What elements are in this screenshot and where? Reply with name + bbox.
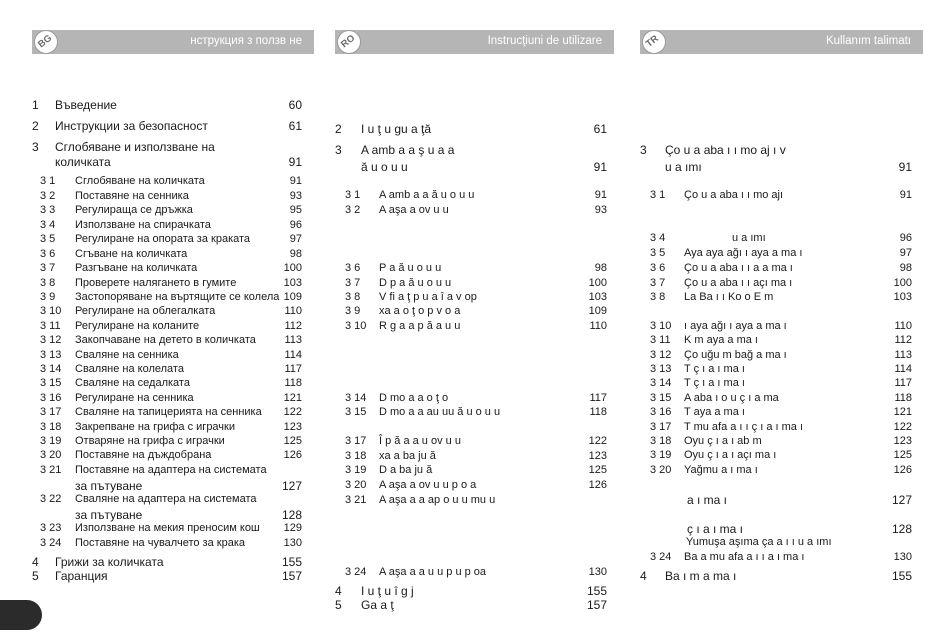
toc-entry-title: Сваляне на седалката	[75, 377, 190, 389]
toc-entry-title: T ç ı a ı ma ı	[684, 377, 745, 389]
language-badge-ro: RO	[337, 30, 361, 54]
toc-entry-page: 128	[281, 508, 302, 522]
toc-entry-number: 3 18	[40, 421, 62, 433]
toc-entry-number: 3 15	[345, 406, 367, 418]
toc-entry-number: 3 21	[40, 464, 62, 476]
page-corner-tab	[0, 600, 42, 630]
toc-entry-number: 3 15	[650, 392, 672, 404]
toc-entry-title: Oyu ç ı a ı ab m	[684, 435, 762, 447]
toc-entry-number: 3 20	[40, 449, 62, 461]
toc-entry-title: A amb a a ă u o u u	[379, 189, 475, 201]
toc-entry-page: 155	[891, 569, 912, 583]
toc-entry-title: D a ba ju ă	[379, 464, 433, 476]
toc-entry-page: 98	[899, 262, 912, 274]
toc-entry-number: 3 13	[40, 349, 62, 361]
toc-entry-page: 130	[588, 566, 607, 578]
toc-entry-number: 3 1	[345, 189, 361, 201]
toc-entry-number: 3 24	[650, 551, 672, 563]
language-badge-tr: TR	[642, 30, 666, 54]
toc-entry-title: D p a ă u o u u	[379, 277, 452, 289]
toc-entry-number: 3 14	[650, 377, 672, 389]
toc-entry-number: 3 6	[40, 248, 56, 260]
toc-entry-title: Поставяне на чувалчето за крака	[75, 537, 245, 549]
toc-entry-number: 3 10	[40, 305, 62, 317]
toc-entry-title: Ço u a aba ı ı mo ajı	[684, 189, 784, 201]
toc-entry-page: 123	[283, 421, 302, 433]
toc-entry-title: A aşa a ov u u p o a	[379, 479, 477, 491]
toc-entry-title: Закрепване на грифа с играчки	[75, 421, 235, 433]
toc-entry-number: 5	[32, 569, 39, 583]
toc-entry-title: Разгъване на количката	[75, 262, 198, 274]
toc-entry-title: K m aya a ma ı	[684, 334, 758, 346]
toc-entry-page: 91	[899, 189, 912, 201]
toc-entry-page: 157	[281, 569, 302, 583]
toc-entry-title: Aya aya ağı ı aya a ma ı	[684, 247, 803, 259]
toc-entry-title: I u ţ u î g j	[361, 584, 414, 598]
toc-entry-number: 3 19	[345, 464, 367, 476]
toc-entry-page: 109	[588, 305, 607, 317]
header-bar-bg	[32, 30, 314, 54]
header-bar-tr	[640, 30, 923, 54]
toc-entry-number: 3 14	[345, 392, 367, 404]
toc-entry-title: V fi a ţ p u a î a v op	[379, 291, 477, 303]
toc-entry-title: A amb a a ş u a a	[361, 143, 455, 157]
toc-entry-title: Поставяне на адаптера на системата	[75, 464, 267, 476]
toc-entry-page: 91	[289, 175, 302, 187]
toc-entry-title: T aya a ma ı	[684, 406, 745, 418]
toc-entry-title: P a ă u o u u	[379, 262, 442, 274]
toc-entry-number: 4	[32, 555, 39, 569]
toc-entry-number: 3 18	[650, 435, 672, 447]
toc-entry-page: 122	[588, 435, 607, 447]
toc-entry-number: 3 17	[40, 406, 62, 418]
toc-entry-page: 96	[899, 232, 912, 244]
toc-entry-title: Ço u a aba ı ı açı ma ı	[684, 277, 793, 289]
toc-entry-page: 98	[289, 248, 302, 260]
toc-entry-title: Регулираща се дръжка	[75, 204, 193, 216]
toc-entry-number: 3 24	[345, 566, 367, 578]
toc-entry-page: 113	[284, 334, 302, 346]
toc-entry-number: 3 4	[40, 219, 56, 231]
toc-entry-page: 122	[893, 421, 912, 433]
toc-entry-page: 91	[898, 160, 912, 174]
toc-entry-number: 3 16	[40, 392, 62, 404]
toc-entry-page: 121	[283, 392, 302, 404]
toc-entry-page: 91	[593, 160, 607, 174]
toc-entry-page: 126	[283, 449, 302, 461]
toc-entry-title: Сваляне на адаптера на системата	[75, 493, 257, 505]
toc-entry-number: 4	[335, 584, 342, 598]
toc-entry-title: ă u o u u	[361, 160, 408, 174]
toc-entry-page: 127	[891, 493, 912, 507]
toc-entry-title: Регулиране на облегалката	[75, 305, 216, 317]
toc-entry-title: xa a ba ju ă	[379, 450, 436, 462]
toc-entry-number: 3 20	[650, 464, 672, 476]
toc-entry-number: 3 24	[40, 537, 62, 549]
toc-entry-title: Oyu ç ı a ı açı ma ı	[684, 449, 777, 461]
toc-entry-number: 3 17	[650, 421, 672, 433]
toc-entry-page: 122	[283, 406, 302, 418]
toc-entry-title: Ba ı m a ma ı	[665, 569, 737, 583]
toc-entry-number: 3 11	[40, 320, 61, 332]
toc-entry-number: 1	[32, 98, 39, 112]
toc-entry-number: 3 19	[40, 435, 62, 447]
toc-entry-page: 125	[588, 464, 607, 476]
toc-entry-page: 113	[894, 349, 912, 361]
toc-entry-page: 126	[588, 479, 607, 491]
toc-entry-number: 3 9	[40, 291, 56, 303]
toc-entry-number: 3 1	[40, 175, 56, 187]
header-title-bg: нструкция з ползв не	[190, 35, 302, 47]
toc-entry-page: 127	[281, 479, 302, 493]
toc-entry-page: 114	[894, 363, 912, 375]
toc-entry-page: 117	[894, 377, 912, 389]
toc-entry-page: 123	[588, 450, 607, 462]
toc-entry-page: 118	[284, 377, 302, 389]
toc-entry-number: 3	[335, 143, 342, 157]
toc-entry-title: ç ı a ı ma ı	[687, 522, 744, 536]
toc-entry-number: 3 18	[345, 450, 367, 462]
toc-entry-number: 3 7	[345, 277, 361, 289]
toc-entry-title: Проверете налягането в гумите	[75, 277, 237, 289]
toc-entry-title: La Ba ı ı Ko o E m	[684, 291, 774, 303]
toc-entry-title: Закопчаване на детето в количката	[75, 334, 256, 346]
toc-entry-page: 103	[588, 291, 607, 303]
toc-entry-title: D mo a a o ţ o	[379, 392, 449, 404]
toc-entry-title: A aşa a a ap o u u mu u	[379, 494, 496, 506]
toc-entry-title: u a ımı	[732, 232, 766, 244]
toc-entry-number: 3 1	[650, 189, 666, 201]
toc-entry-number: 3 13	[650, 363, 672, 375]
toc-entry-page: 103	[283, 277, 302, 289]
toc-entry-title: A aba ı o u ç ı a ma	[684, 392, 779, 404]
toc-entry-title: T mu afa a ı ı ç ı a ı ma ı	[684, 421, 804, 433]
toc-entry-number: 3 20	[345, 479, 367, 491]
toc-entry-number: 4	[640, 569, 647, 583]
toc-entry-number: 3 21	[345, 494, 367, 506]
toc-entry-page: 93	[594, 204, 607, 216]
toc-entry-number: 3 5	[40, 233, 56, 245]
toc-entry-title: Използване на мекия преносим кош	[75, 522, 260, 534]
toc-entry-title: I u ţ u gu a ţă	[361, 122, 432, 136]
toc-entry-title: Ba a mu afa a ı ı a ı ma ı	[684, 551, 805, 563]
toc-entry-number: 3 10	[345, 320, 367, 332]
toc-entry-page: 95	[289, 204, 302, 216]
toc-entry-title: за пътуване	[75, 479, 143, 493]
toc-entry-page: 125	[283, 435, 302, 447]
toc-entry-page: 117	[284, 363, 302, 375]
toc-entry-title: Ço u a aba ı ı a a ma ı	[684, 262, 793, 274]
toc-entry-number: 3 17	[345, 435, 367, 447]
toc-entry-title: Yağmu a ı ma ı	[684, 464, 758, 476]
toc-entry-number: 3 7	[650, 277, 666, 289]
toc-entry-number: 3 19	[650, 449, 672, 461]
toc-entry-number: 3 3	[40, 204, 56, 216]
toc-entry-title: Сглобяване на количката	[75, 175, 205, 187]
toc-entry-page: 103	[893, 291, 912, 303]
toc-entry-page: 130	[893, 551, 912, 563]
toc-entry-number: 3 10	[650, 320, 672, 332]
toc-entry-page: 129	[283, 522, 302, 534]
header-title-ro: Instrucţiuni de utilizare	[487, 35, 602, 47]
toc-note-tr: Yumuşa aşıma ça a ı ı u a ımı	[686, 536, 832, 548]
toc-entry-title: D mo a a au uu ă u o u u	[379, 406, 501, 418]
toc-entry-title: Използване на спирачката	[75, 219, 211, 231]
toc-entry-number: 2	[335, 122, 342, 136]
toc-entry-title: Регулиране на опората за краката	[75, 233, 251, 245]
toc-entry-title: u a ımı	[665, 160, 702, 174]
toc-entry-page: 117	[589, 392, 607, 404]
toc-entry-title: T ç ı a ı ma ı	[684, 363, 745, 375]
toc-entry-title: Сгъване на количката	[75, 248, 188, 260]
toc-entry-number: 3	[640, 143, 647, 157]
toc-entry-title: Ço uğu m bağ a ma ı	[684, 349, 787, 361]
toc-entry-page: 155	[586, 584, 607, 598]
toc-entry-title: ı aya ağı ı aya a ma ı	[684, 320, 787, 332]
toc-entry-number: 3 8	[650, 291, 666, 303]
toc-entry-page: 100	[283, 262, 302, 274]
toc-entry-page: 112	[894, 334, 912, 346]
toc-entry-title: Инструкции за безопасност	[55, 119, 208, 133]
toc-entry-page: 97	[289, 233, 302, 245]
toc-entry-page: 125	[893, 449, 912, 461]
toc-entry-number: 3 8	[40, 277, 56, 289]
toc-entry-title: Регулиране на сенника	[75, 392, 194, 404]
toc-entry-number: 3 6	[650, 262, 666, 274]
toc-entry-title: Въведение	[55, 98, 117, 112]
toc-entry-title: количката	[55, 155, 111, 169]
toc-entry-title: R g a a p ă a u u	[379, 320, 461, 332]
header-title-tr: Kullanım talimatı	[825, 35, 911, 47]
toc-entry-number: 3 14	[40, 363, 62, 375]
toc-entry-title: Сваляне на сенника	[75, 349, 179, 361]
toc-entry-page: 61	[593, 122, 607, 136]
toc-entry-number: 3 2	[345, 204, 361, 216]
toc-entry-title: Сглобяване и използване на	[55, 140, 215, 154]
toc-entry-page: 109	[283, 291, 302, 303]
toc-entry-number: 3 12	[40, 334, 62, 346]
toc-entry-page: 100	[893, 277, 912, 289]
toc-entry-page: 118	[894, 392, 912, 404]
toc-entry-title: a ı ma ı	[687, 493, 728, 507]
toc-entry-page: 112	[284, 320, 302, 332]
toc-entry-title: Застопоряване на въртящите се колела	[75, 291, 280, 303]
toc-entry-page: 100	[588, 277, 607, 289]
toc-entry-number: 3 16	[650, 406, 672, 418]
toc-entry-title: Поставяне на сенника	[75, 190, 189, 202]
toc-entry-page: 128	[891, 522, 912, 536]
toc-entry-number: 3 7	[40, 262, 56, 274]
toc-entry-page: 91	[594, 189, 607, 201]
toc-entry-page: 157	[586, 598, 607, 612]
toc-entry-page: 97	[899, 247, 912, 259]
toc-entry-title: Грижи за количката	[55, 555, 164, 569]
toc-entry-page: 96	[289, 219, 302, 231]
toc-entry-page: 60	[288, 98, 302, 112]
toc-entry-page: 91	[288, 155, 302, 169]
toc-entry-page: 123	[893, 435, 912, 447]
toc-entry-number: 3 4	[650, 232, 666, 244]
toc-entry-number: 3 22	[40, 493, 62, 505]
toc-entry-number: 3 9	[345, 305, 361, 317]
toc-entry-page: 110	[589, 320, 607, 332]
toc-entry-number: 3 8	[345, 291, 361, 303]
toc-entry-number: 2	[32, 119, 39, 133]
toc-entry-title: Отваряне на грифа с играчки	[75, 435, 225, 447]
toc-entry-page: 126	[893, 464, 912, 476]
toc-entry-number: 3 2	[40, 190, 56, 202]
toc-entry-number: 3 23	[40, 522, 62, 534]
toc-entry-title: Регулиране на коланите	[75, 320, 200, 332]
toc-entry-title: Ga a ţ	[361, 598, 394, 612]
toc-entry-number: 3	[32, 140, 39, 154]
toc-entry-page: 130	[283, 537, 302, 549]
toc-entry-title: Сваляне на тапицерията на сенника	[75, 406, 262, 418]
toc-entry-page: 121	[893, 406, 912, 418]
toc-entry-title: A aşa a ov u u	[379, 204, 449, 216]
toc-entry-page: 61	[288, 119, 302, 133]
toc-entry-title: A aşa a a u u p u p oa	[379, 566, 487, 578]
toc-entry-title: Î p ă a a u ov u u	[379, 435, 461, 447]
toc-entry-page: 110	[894, 320, 912, 332]
toc-entry-page: 93	[289, 190, 302, 202]
toc-entry-page: 155	[281, 555, 302, 569]
toc-entry-number: 3 11	[650, 334, 671, 346]
toc-entry-title: xa a o ţ o p v o a	[379, 305, 461, 317]
toc-entry-page: 118	[589, 406, 607, 418]
toc-entry-title: Поставяне на дъждобрана	[75, 449, 212, 461]
toc-entry-number: 5	[335, 598, 342, 612]
toc-entry-number: 3 5	[650, 247, 666, 259]
toc-entry-title: Гаранция	[55, 569, 108, 583]
toc-entry-title: за пътуване	[75, 508, 143, 522]
header-bar-ro	[335, 30, 614, 54]
toc-entry-title: Ço u a aba ı ı mo aj ı v	[665, 143, 786, 157]
toc-entry-page: 110	[284, 305, 302, 317]
toc-entry-page: 98	[594, 262, 607, 274]
toc-entry-number: 3 6	[345, 262, 361, 274]
language-badge-bg: BG	[34, 30, 58, 54]
toc-entry-page: 114	[284, 349, 302, 361]
toc-entry-title: Сваляне на колелата	[75, 363, 184, 375]
toc-entry-number: 3 15	[40, 377, 62, 389]
toc-entry-number: 3 12	[650, 349, 672, 361]
